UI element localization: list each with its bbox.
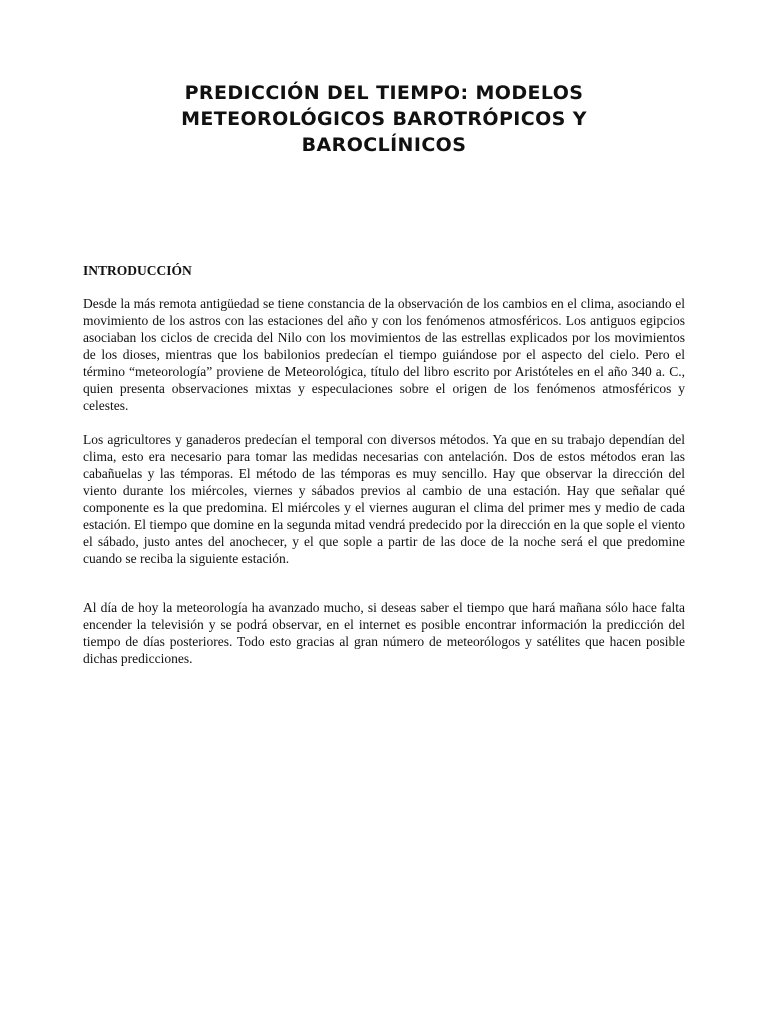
document-title: PREDICCIÓN DEL TIEMPO: MODELOS METEOROLÓGICOS BAROTRÓPICOS Y BAROCLÍNICOS [181, 82, 587, 156]
section-heading-introduccion: INTRODUCCIÓN [83, 263, 192, 278]
paragraph-1: Desde la más remota antigüedad se tiene constancia de la observación de los cambios en el clima, asociando el movimiento de los astros con las estaciones del año y con los fenómenos atmosféricos. Los antiguos egipcios asociaban los ciclos de crecida del Nilo con los movimientos de las estrellas explicados por los movimientos de los dioses, mientras que los babilonios predecían el tiempo guiándose por el aspecto del cielo. Pero el término “meteorología” proviene de Meteorológica, título del libro escrito por Aristóteles en el año 340 a. C., quien presenta observaciones mixtas y especulaciones sobre el origen de los fenómenos atmosféricos y celestes. [83, 296, 685, 413]
paragraph-2: Los agricultores y ganaderos predecían el temporal con diversos métodos. Ya que en su trabajo dependían del clima, esto era necesario para tomar las medidas necesarias con antelación. Dos de estos métodos eran las cabañuelas y las témporas. El método de las témporas es muy sencillo. Hay que observar la dirección del viento durante los miércoles, viernes y sábados previos al cambio de una estación. Hay que señalar qué componente es la que predomina. El miércoles y el viernes auguran el clima del primer mes y medio de cada estación. El tiempo que domine en la segunda mitad vendrá predecido por la dirección en la que sople el viento el sábado, justo antes del anochecer, y el que sople a partir de las doce de la noche será el que predomine cuando se reciba la siguiente estación. [83, 432, 685, 566]
paragraph-3: Al día de hoy la meteorología ha avanzado mucho, si deseas saber el tiempo que hará mañana sólo hace falta encender la televisión y se podrá observar, en el internet es posible encontrar información la predicción del tiempo de días posteriores. Todo esto gracias al gran número de meteorólogos y satélites que hacen posible dichas predicciones. [83, 600, 685, 666]
